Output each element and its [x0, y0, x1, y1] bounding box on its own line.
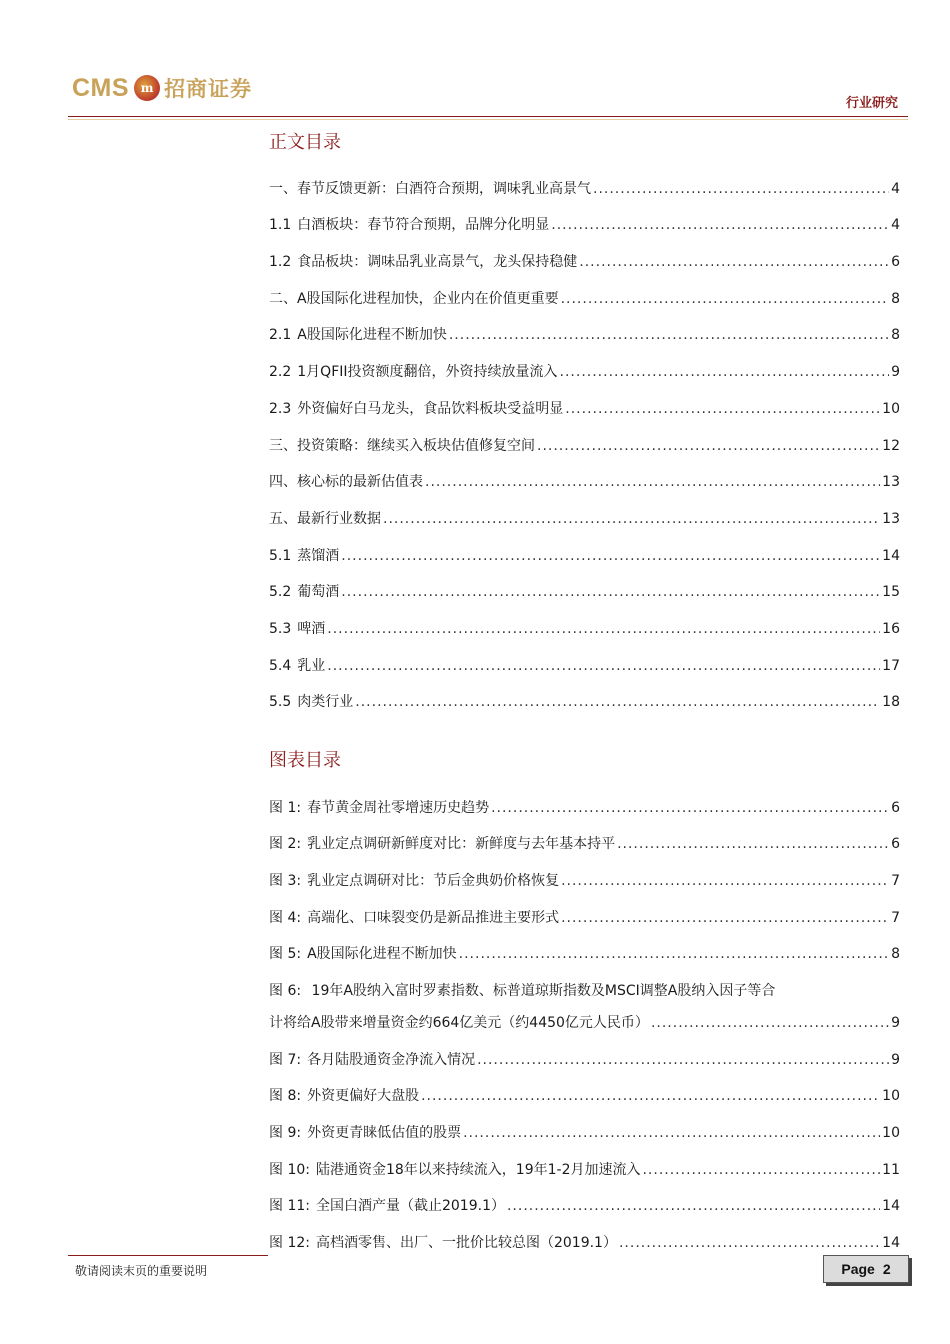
- toc-leader: [383, 509, 880, 529]
- company-logo: [72, 73, 252, 103]
- report-category: 行业研究: [845, 96, 898, 111]
- page-number: 2: [882, 1261, 891, 1277]
- contents-title: 正文目录: [269, 132, 341, 153]
- toc-item[interactable]: [269, 676, 900, 713]
- figures-list: [269, 781, 900, 1253]
- figure-page: 10: [882, 1088, 900, 1105]
- toc-leader: [617, 834, 889, 854]
- toc-item-number: 5.5: [269, 694, 292, 711]
- toc-item[interactable]: [269, 456, 900, 493]
- toc-item-number: 1.2: [269, 254, 292, 271]
- toc-item-text: 外资偏好白马龙头，食品饮料板块受益明显: [297, 400, 564, 417]
- toc-leader: [449, 325, 889, 345]
- toc-item-text: 啤酒: [297, 620, 326, 637]
- toc-leader: [537, 436, 880, 456]
- logo-emblem-icon: m: [134, 75, 160, 101]
- toc-item-page: 15: [882, 584, 900, 601]
- toc-item-number: 1.1: [269, 217, 292, 234]
- toc-item[interactable]: [269, 566, 900, 603]
- toc-item-text: 白酒板块：春节符合预期，品牌分化明显: [297, 217, 550, 234]
- toc-item-number: 5.4: [269, 657, 292, 674]
- toc-leader: [477, 1050, 889, 1070]
- page-number-box: [823, 1255, 909, 1283]
- toc-item-number: 2.3: [269, 400, 292, 417]
- toc-leader: [642, 1160, 880, 1180]
- contents-list: [269, 162, 900, 712]
- toc-item[interactable]: [269, 529, 900, 566]
- toc-item-page: 16: [882, 620, 900, 637]
- toc-leader: [421, 1086, 880, 1106]
- figure-caption: 乳业定点调研对比：节后金典奶价格恢复: [307, 873, 560, 890]
- toc-leader: [560, 362, 890, 382]
- figure-page: 11: [882, 1161, 900, 1178]
- figure-label: 图 10:: [269, 1161, 310, 1178]
- toc-leader: [463, 1123, 880, 1143]
- figure-page: 14: [882, 1235, 900, 1252]
- figure-label: 图 12:: [269, 1235, 310, 1252]
- toc-item[interactable]: [269, 235, 900, 272]
- figure-caption: 陆港通资金18年以来持续流入，19年1-2月加速流入: [315, 1161, 641, 1178]
- toc-item-page: 12: [882, 437, 900, 454]
- toc-leader: [565, 399, 880, 419]
- toc-item-page: 4: [891, 180, 900, 197]
- figure-item[interactable]: [269, 1033, 900, 1070]
- figure-caption: 全国白酒产量（截止2019.1）: [315, 1198, 505, 1215]
- page-label: Page: [841, 1261, 875, 1277]
- toc-item-number: 5.3: [269, 620, 292, 637]
- toc-item-text: 肉类行业: [297, 694, 354, 711]
- figure-caption-continued: 计将给A股带来增量资金约664亿美元（约4450亿元人民币）: [269, 1014, 649, 1031]
- figure-caption-line1: [269, 981, 900, 1001]
- toc-item-page: 9: [891, 364, 900, 381]
- toc-item-page: 18: [882, 694, 900, 711]
- toc-item-page: 8: [891, 290, 900, 307]
- toc-item-number: 2.1: [269, 327, 292, 344]
- toc-leader: [355, 692, 880, 712]
- toc-item-page: 8: [891, 327, 900, 344]
- figure-page: 14: [882, 1198, 900, 1215]
- toc-item-page: 13: [882, 510, 900, 527]
- toc-item[interactable]: [269, 602, 900, 639]
- toc-item[interactable]: [269, 162, 900, 199]
- figure-label: 图 4:: [269, 909, 302, 926]
- header-divider: [68, 116, 908, 117]
- figure-item[interactable]: [269, 1216, 900, 1253]
- toc-item[interactable]: [269, 382, 900, 419]
- toc-leader: [551, 215, 889, 235]
- figure-label: 图 5:: [269, 946, 302, 963]
- header-divider-accent: [68, 119, 908, 120]
- toc-item[interactable]: [269, 345, 900, 382]
- toc-leader: [425, 472, 880, 492]
- figure-item[interactable]: [269, 1106, 900, 1143]
- toc-item-page: 6: [891, 254, 900, 271]
- figure-caption: 外资更青睐低估值的股票: [307, 1125, 462, 1141]
- figure-page: 6: [891, 836, 900, 853]
- figure-label: 图 9:: [269, 1125, 302, 1141]
- figure-caption: 19年A股纳入富时罗素指数、标普道琼斯指数及MSCI调整A股纳入因子等合: [311, 982, 776, 999]
- figure-item[interactable]: [269, 928, 900, 965]
- toc-item-page: 14: [882, 547, 900, 564]
- toc-item-page: 4: [891, 217, 900, 234]
- toc-item[interactable]: [269, 639, 900, 676]
- figure-label: 图 7:: [269, 1051, 302, 1068]
- toc-item-number: 2.2: [269, 364, 292, 381]
- toc-leader: [561, 871, 889, 891]
- figure-caption: 乳业定点调研新鲜度对比：新鲜度与去年基本持平: [307, 836, 616, 853]
- toc-item-number: 5.1: [269, 547, 292, 564]
- figure-label: 图 6:: [269, 982, 302, 999]
- toc-item[interactable]: [269, 309, 900, 346]
- figure-label: 图 3:: [269, 873, 302, 890]
- toc-item-text: 食品板块：调味品乳业高景气，龙头保持稳健: [297, 254, 578, 271]
- figure-item[interactable]: [269, 781, 900, 818]
- figure-caption: 高档酒零售、出厂、一批价比较总图（2019.1）: [315, 1235, 617, 1252]
- toc-leader: [561, 908, 889, 928]
- toc-leader: [593, 179, 889, 199]
- toc-item-page: 10: [882, 400, 900, 417]
- figure-caption: 高端化、口味裂变仍是新品推进主要形式: [307, 909, 560, 926]
- figure-label: 图 1:: [269, 799, 302, 816]
- figure-page: 7: [891, 909, 900, 926]
- figure-label: 图 8:: [269, 1088, 302, 1105]
- toc-leader: [491, 798, 889, 818]
- toc-item-text: 二、A股国际化进程加快，企业内在价值更重要: [269, 290, 559, 307]
- toc-item-text: 葡萄酒: [297, 584, 340, 601]
- toc-item-text: A股国际化进程不断加快: [297, 327, 447, 344]
- toc-item[interactable]: [269, 419, 900, 456]
- toc-leader: [341, 582, 880, 602]
- toc-item-text: 乳业: [297, 657, 326, 674]
- toc-leader: [459, 944, 889, 964]
- toc-item-text: 五、最新行业数据: [269, 510, 381, 527]
- figure-page: 8: [891, 946, 900, 963]
- logo-chinese-name: 招商证券: [164, 77, 253, 101]
- figure-caption-line2: [269, 1001, 900, 1033]
- toc-item-text: 蒸馏酒: [297, 547, 340, 564]
- toc-item-text: 1月QFII投资额度翻倍，外资持续放量流入: [297, 364, 558, 381]
- toc-leader: [619, 1233, 880, 1253]
- figure-caption: 各月陆股通资金净流入情况: [307, 1051, 476, 1068]
- toc-leader: [327, 656, 880, 676]
- toc-leader: [579, 252, 889, 272]
- toc-item-page: 17: [882, 657, 900, 674]
- figure-item[interactable]: [269, 1070, 900, 1107]
- figure-caption: A股国际化进程不断加快: [307, 946, 457, 963]
- figures-title: 图表目录: [269, 750, 341, 771]
- logo-cms-text: CMS: [72, 73, 130, 102]
- figure-item[interactable]: [269, 891, 900, 928]
- toc-item-number: 5.2: [269, 584, 292, 601]
- figure-item[interactable]: [269, 818, 900, 855]
- figure-caption: 外资更偏好大盘股: [307, 1088, 420, 1105]
- figure-page: 10: [882, 1125, 900, 1141]
- figure-label: 图 11:: [269, 1198, 310, 1215]
- figure-item[interactable]: [269, 1180, 900, 1217]
- figure-item[interactable]: [269, 854, 900, 891]
- figure-item[interactable]: [269, 1143, 900, 1180]
- figure-item[interactable]: [269, 964, 900, 1033]
- figure-page: 7: [891, 873, 900, 890]
- toc-item-text: 一、春节反馈更新：白酒符合预期，调味乳业高景气: [269, 180, 591, 197]
- toc-item-text: 三、投资策略：继续买入板块估值修复空间: [269, 437, 535, 454]
- figure-page: 9: [891, 1014, 900, 1031]
- toc-leader: [651, 1013, 889, 1033]
- toc-item[interactable]: [269, 199, 900, 236]
- figure-caption: 春节黄金周社零增速历史趋势: [307, 799, 490, 816]
- toc-leader: [341, 546, 880, 566]
- toc-leader: [561, 289, 890, 309]
- toc-leader: [507, 1196, 880, 1216]
- toc-item-text: 四、核心标的最新估值表: [269, 474, 423, 491]
- figure-label: 图 2:: [269, 836, 302, 853]
- toc-leader: [327, 619, 880, 639]
- page-header: [0, 0, 950, 125]
- footer-divider: [68, 1255, 268, 1256]
- toc-item[interactable]: [269, 492, 900, 529]
- figure-page: 9: [891, 1051, 900, 1068]
- toc-item[interactable]: [269, 272, 900, 309]
- toc-item-page: 13: [882, 474, 900, 491]
- disclaimer-note: 敬请阅读末页的重要说明: [75, 1264, 208, 1278]
- figure-page: 6: [891, 799, 900, 816]
